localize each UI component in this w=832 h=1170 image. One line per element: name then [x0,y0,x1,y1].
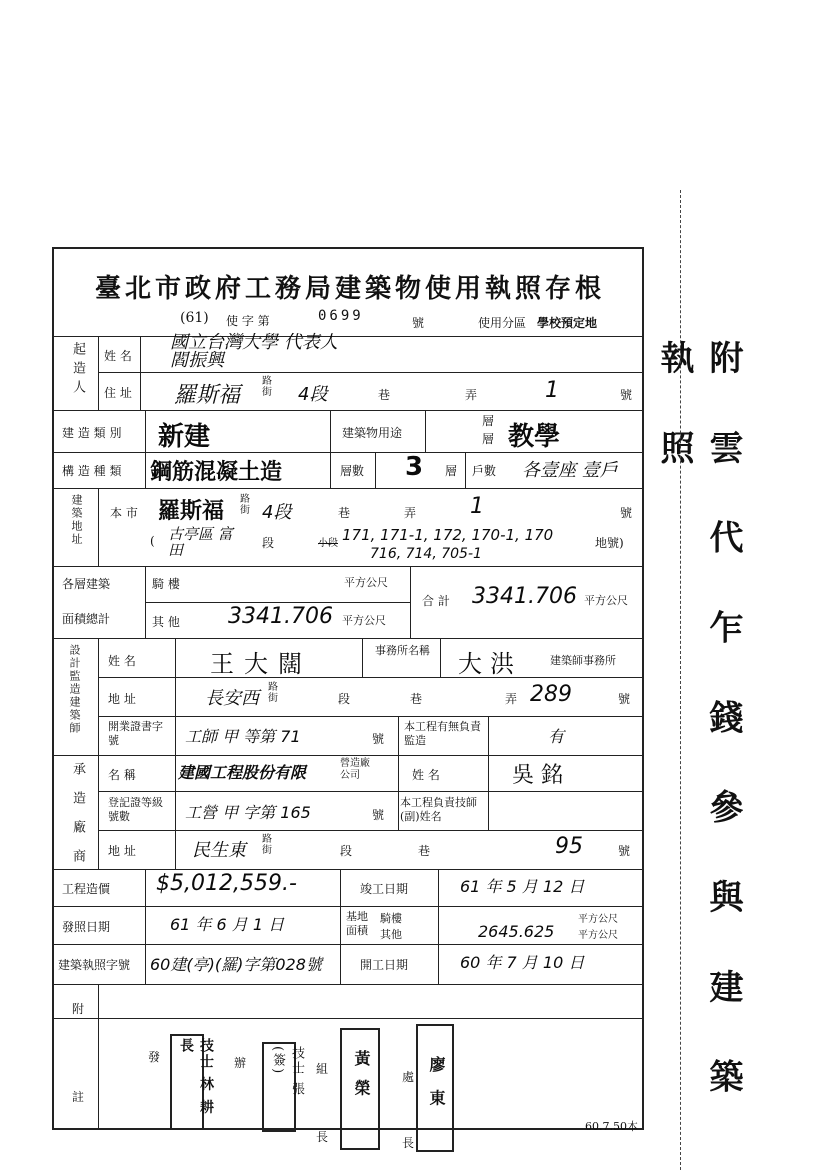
architect-name: 王大闊 [210,650,312,678]
contractor-addr-label: 地 址 [108,844,136,858]
rule [330,452,331,488]
rule [52,488,644,489]
site-lots2: 716, 714, 705-1 [370,546,482,562]
area-arcade-unit: 平方公尺 [344,576,388,589]
architect-no: 289 [530,682,572,707]
rule [440,638,441,677]
floors-label: 層數 [340,464,365,478]
cost-label: 工程造價 [62,882,111,896]
rule [145,602,410,603]
rule [140,336,141,410]
area-other-value: 3341.706 [228,604,333,629]
contractor-no: 95 [555,834,583,859]
site-duan: 段 [262,536,275,550]
applicant-group: 起造人 [70,342,85,399]
rule [330,410,331,452]
site-road-word: 路 街 [240,494,250,516]
rule [438,869,439,984]
issue-value: 61 年 6 月 1 日 [170,915,285,934]
architect-road-word: 路 街 [268,682,278,704]
contractor-lane: 巷 [418,844,431,858]
rule [98,677,644,678]
stamp-2 [262,1042,304,1132]
rule [98,984,99,1130]
architect-sec: 段 [338,692,351,706]
area-unit: 平方公尺 [342,614,386,627]
applicant-addr-label: 住 址 [104,386,132,400]
type-value: 新建 [158,422,211,452]
site-district: 古亭區 富田 [168,525,233,559]
contractor-tech-label: 本工程負責技師(副)姓名 [400,796,477,823]
area-other: 其 他 [152,615,180,629]
contractor-reg-value: 工營 甲 字第 165 [185,803,311,822]
architect-office-suffix: 建築師事務所 [550,654,616,667]
permit-number: 0699 [318,308,364,324]
architect-road: 長安西 [205,688,259,709]
zone-label: 使用分區 [478,316,527,330]
stamp-3 [340,1028,380,1150]
site-paren: ( [150,534,155,548]
contractor-name: 建國工程股份有限 [178,763,307,782]
architect-addr-label: 地 址 [108,692,136,706]
notes-zu: 組 [316,1062,329,1076]
done-label: 竣工日期 [360,882,409,896]
area-arcade: 騎 樓 [152,577,180,591]
use-label: 建築物用途 [342,426,403,440]
cost-value: $5,012,559.- [156,871,297,896]
rule [52,869,644,870]
rule [340,869,341,984]
rule [98,638,99,869]
architect-resp-label: 本工程有無負責監造 [404,720,481,747]
site-hao: 號 [620,506,633,520]
stamp-2-text: 技士 張 (簽) [270,1046,304,1098]
contractor-sec: 段 [340,844,353,858]
struct-label: 構 造 種 類 [62,464,122,478]
build-permit-value: 60建(亭)(羅)字第028號 [150,955,322,974]
base-unit: 平方公尺 [578,930,618,941]
rule [145,869,146,984]
site-small: 小段 [318,538,338,549]
applicant-hao: 號 [620,388,633,402]
stamp-1-text: 技士 林 耕長 [178,1038,214,1116]
rule [52,566,644,567]
rule [98,488,99,566]
rule [375,452,376,488]
struct-value: 鋼筋混凝土造 [150,460,283,485]
rule [52,410,644,411]
architect-group: 設計監造建築師 [68,644,81,735]
units-value: 各壹座 壹戶 [522,460,618,481]
base-label: 基地面積 [346,910,368,937]
contractor-co-word: 營造廠 公司 [340,758,370,781]
permit-word: 使 字 第 [226,314,270,328]
rule [465,452,466,488]
site-group: 建築地址 [70,494,83,546]
rule [98,830,644,831]
contractor-hao: 號 [618,844,631,858]
base-arcade-unit: 平方公尺 [578,914,618,925]
area-label1: 各層建築 [62,577,111,591]
notes-zhang: 長 [316,1130,329,1144]
start-label: 開工日期 [360,958,409,972]
stamp-4-text: 廖 東 [427,1056,446,1112]
applicant-name: 國立台灣大學 代表人 閻振興 [170,332,338,371]
stamp-4 [416,1024,454,1152]
architect-lic-value: 工師 甲 等第 71 [185,727,301,746]
rule [52,755,644,756]
zone-value: 學校預定地 [537,316,598,330]
applicant-name-label: 姓 名 [104,349,132,363]
rule [145,410,146,488]
footer-print-run: 60.7.50本 [585,1120,638,1133]
floors-unit: 層 [445,464,458,478]
rule [98,791,644,792]
applicant-lane: 巷 [378,388,391,402]
scan-edge [680,190,681,1170]
area-total-label: 合 計 [422,594,450,608]
contractor-person: 吳 銘 [512,763,563,788]
rule [52,984,644,985]
rule [488,716,489,830]
rule [425,410,426,452]
applicant-sec: 4段 [298,384,328,405]
notes-ban: 辦 [234,1056,247,1070]
notes-zhang2: 長 [402,1136,415,1150]
document-title: 臺北市政府工務局建築物使用執照存根 [94,274,605,304]
use-floor-word: 層 層 [482,414,495,446]
contractor-road: 民生東 [192,840,246,861]
done-value: 61 年 5 月 12 日 [460,877,585,896]
rule [362,638,363,677]
area-label2: 面積總計 [62,612,111,626]
units-label: 戶數 [472,464,497,478]
stamp-3-text: 黃 榮 [352,1050,371,1100]
architect-office: 大洪 [458,650,522,678]
contractor-person-label: 姓 名 [412,768,440,782]
contractor-reg-label: 登記證等級號數 [108,796,163,823]
applicant-road: 羅斯福 [174,383,241,408]
architect-name-label: 姓 名 [108,654,136,668]
use-value: 教學 [508,422,561,452]
architect-resp-value: 有 [548,727,565,746]
rule [98,372,644,373]
site-road: 羅斯福 [158,499,225,524]
area-total-unit: 平方公尺 [584,594,628,607]
issue-label: 發照日期 [62,920,111,934]
rule [52,906,644,907]
site-lane: 巷 [338,506,351,520]
rule [98,716,644,717]
architect-hao: 號 [618,692,631,706]
architect-lic-label: 開業證書字號 [108,720,163,747]
rule [175,638,176,869]
notes-zhu: 註 [72,1090,85,1104]
site-alley: 弄 [404,506,417,520]
rule [98,336,99,410]
contractor-reg-hao: 號 [372,808,385,822]
contractor-name-label: 名 稱 [108,768,136,782]
rule [52,944,644,945]
architect-office-label: 事務所名稱 [375,644,430,657]
base-value: 2645.625 [478,922,555,941]
site-city: 本 市 [110,506,138,520]
architect-alley: 弄 [505,692,518,706]
rule [52,1018,644,1019]
stamp-1 [170,1034,214,1130]
site-lot-word: 地號) [595,536,624,550]
type-label: 建 造 類 別 [62,426,122,440]
contractor-road-word: 路 街 [262,834,272,856]
contractor-group: 承造廠商 [70,762,85,878]
notes-ke: 處 [402,1070,415,1084]
rule [410,566,411,638]
permit-year: (61) [180,310,209,326]
site-no: 1 [470,494,484,519]
applicant-no: 1 [545,378,559,403]
start-value: 60 年 7 月 10 日 [460,953,585,972]
notes-fu: 附 [72,1002,85,1016]
site-sec: 4段 [262,502,292,523]
rule [398,716,399,830]
area-total-value: 3341.706 [472,584,577,609]
architect-lane: 巷 [410,692,423,706]
permit-hao: 號 [412,316,425,330]
rule [52,638,644,639]
base-arcade: 騎樓 [380,912,402,925]
floors-value: 3 [405,452,424,482]
applicant-alley: 弄 [465,388,478,402]
side-marks: 附 雲 代 乍 錢 參 與 建 築 執 照 [654,340,743,1115]
build-permit-label: 建築執照字號 [58,958,131,972]
applicant-road-word: 路 街 [262,376,272,398]
rule [145,566,146,638]
architect-lic-hao: 號 [372,732,385,746]
base-other: 其他 [380,928,402,941]
site-lots: 171, 171-1, 172, 170-1, 170 [342,526,554,544]
notes-ji: 發 [148,1050,161,1064]
